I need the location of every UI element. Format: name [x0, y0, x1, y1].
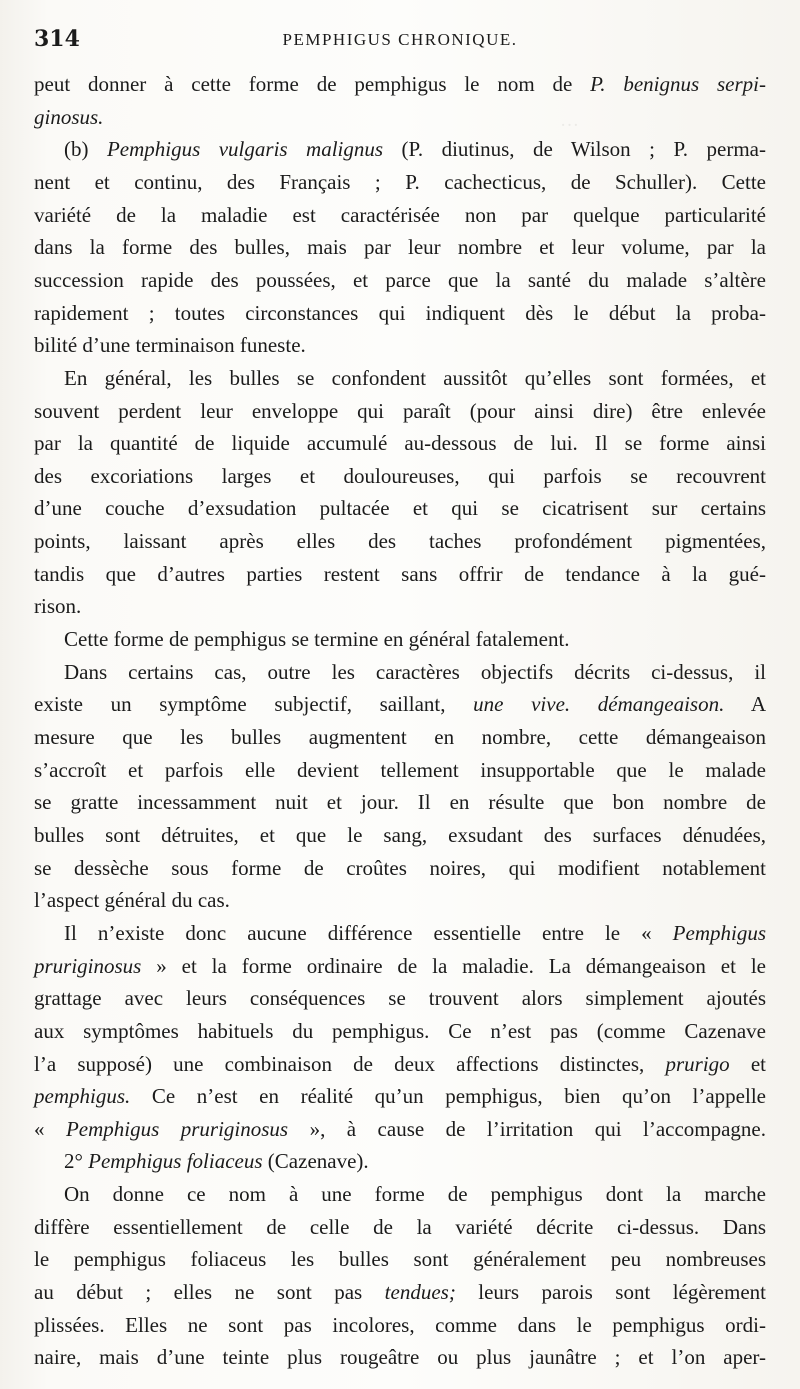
text-span: s’accroît et parfois elle devient tellement insupportable que le malade — [34, 757, 766, 782]
italic-text: P. benignus serpi- — [590, 72, 766, 96]
text-line — [34, 1309, 766, 1341]
text-line — [34, 754, 766, 786]
text-line — [34, 166, 766, 198]
text-span: aux symptômes habituels du pemphigus. Ce n’est pas (comme Cazenave — [34, 1018, 766, 1043]
text-line — [34, 884, 766, 916]
text-span: (b) — [64, 137, 107, 162]
text-line — [34, 558, 766, 590]
italic-text: Pemphigus pruriginosus — [65, 1116, 289, 1141]
text-span: par la quantité de liquide accumulé au-dessous de lui. Il se forme ainsi — [34, 431, 766, 456]
text-span: Ce n’est en réalité qu’un pemphigus, bien qu’on l’appelle — [130, 1084, 766, 1109]
text-span: se dessèche sous forme de croûtes noires, qui modifient notablement — [34, 855, 766, 880]
text-span: l’aspect général du cas. — [34, 888, 230, 913]
text-line — [64, 362, 766, 394]
text-line — [64, 656, 766, 688]
text-span: se gratte incessamment nuit et jour. Il en résulte que bon nombre de — [34, 790, 766, 815]
text-line — [34, 721, 766, 753]
text-line — [64, 1145, 766, 1177]
text-line — [34, 264, 766, 296]
text-line — [34, 427, 766, 459]
italic-text: pruriginosus — [34, 953, 142, 978]
text-line — [34, 819, 766, 851]
text-span: Cette forme de pemphigus se termine en général fatalement. — [64, 627, 570, 652]
text-span: nent et continu, des Français ; P. cachecticus, de Schuller). Cette — [34, 169, 766, 194]
text-line — [34, 199, 766, 231]
text-span: rapidement ; toutes circonstances qui indiquent dès le début la proba- — [34, 300, 766, 325]
text-span: variété de la maladie est caractérisée non par quelque particularité — [34, 202, 766, 227]
text-line — [34, 950, 766, 982]
text-line — [64, 1178, 766, 1210]
text-span: naire, mais d’une teinte plus rougeâtre ou plus jaunâtre ; et l’on aper- — [34, 1345, 766, 1370]
text-span: points, laissant après elles des taches profondément pigmentées, — [34, 529, 766, 554]
text-line — [64, 623, 766, 655]
italic-text: prurigo — [665, 1051, 730, 1076]
italic-text: Pemphigus vulgaris malignus — [106, 137, 384, 162]
text-span: succession rapide des poussées, et parce que la santé du malade s’altère — [34, 267, 766, 292]
text-span: mesure que les bulles augmentent en nombre, cette démangeaison — [34, 725, 766, 749]
show-through-text: … — [560, 110, 579, 131]
text-line — [34, 1080, 766, 1112]
text-span: », à cause de l’irritation qui l’accompagne. — [288, 1116, 767, 1141]
text-line — [34, 1211, 766, 1243]
text-line — [34, 231, 766, 263]
text-span: des excoriations larges et douloureuses, qui parfois se recouvrent — [34, 463, 766, 488]
text-span: leurs parois sont légèrement — [455, 1280, 766, 1305]
text-span: « — [34, 1116, 66, 1141]
text-line — [34, 297, 766, 329]
text-span: au début ; elles ne sont pas — [34, 1280, 385, 1305]
text-span: et — [729, 1051, 767, 1076]
text-span: » et la forme ordinaire de la maladie. La démangeaison et le — [141, 953, 766, 978]
italic-text: pemphigus. — [34, 1084, 131, 1109]
text-span: (P. diutinus, de Wilson ; P. perma- — [383, 137, 766, 162]
text-span: A — [724, 692, 767, 717]
page-number: 314 — [34, 26, 80, 52]
text-line — [34, 395, 766, 427]
text-line — [64, 917, 766, 949]
text-span: grattage avec leurs conséquences se trouvent alors simplement ajoutés — [34, 986, 766, 1011]
text-line — [34, 1015, 766, 1047]
text-span: (Cazenave). — [262, 1149, 369, 1174]
text-span: bulles sont détruites, et que le sang, exsudant des surfaces dénudées, — [34, 822, 766, 847]
text-line — [34, 1341, 766, 1373]
italic-text: Pemphigus foliaceus — [88, 1149, 263, 1174]
text-span: diffère essentiellement de celle de la variété décrite ci-dessus. Dans — [34, 1214, 766, 1239]
text-line — [34, 852, 766, 884]
text-span: tandis que d’autres parties restent sans offrir de tendance à la gué- — [34, 561, 766, 586]
italic-text: une vive. démangeaison. — [473, 692, 725, 717]
text-line — [34, 492, 766, 524]
text-span: rison. — [34, 594, 82, 619]
italic-text: ginosus. — [34, 104, 104, 129]
text-span: d’une couche d’exsudation pultacée et qui se cicatrisent sur certains — [34, 496, 766, 521]
text-span: 2° — [64, 1149, 89, 1174]
text-span: En général, les bulles se confondent aussitôt qu’elles sont formées, et — [64, 365, 766, 390]
text-line — [34, 68, 766, 100]
text-line — [34, 101, 766, 133]
text-line — [34, 786, 766, 818]
text-line — [34, 982, 766, 1014]
text-span: plissées. Elles ne sont pas incolores, comme dans le pemphigus ordi- — [34, 1312, 766, 1337]
text-span: peut donner à cette forme de pemphigus le nom de — [34, 72, 591, 96]
italic-text: Pemphigus — [672, 920, 766, 945]
text-span: existe un symptôme subjectif, saillant, — [34, 692, 474, 717]
text-span: bilité d’une terminaison funeste. — [34, 333, 306, 358]
text-line — [34, 1048, 766, 1080]
text-line — [34, 525, 766, 557]
text-span: Dans certains cas, outre les caractères objectifs décrits ci-dessus, il — [64, 659, 766, 684]
text-span: souvent perdent leur enveloppe qui paraît (pour ainsi dire) être enlevée — [34, 398, 766, 423]
text-line — [64, 133, 766, 165]
text-span: le pemphigus foliaceus les bulles sont généralement peu nombreuses — [34, 1247, 766, 1272]
text-line — [34, 1113, 766, 1145]
text-line — [34, 460, 766, 492]
text-line — [34, 688, 766, 720]
text-span: dans la forme des bulles, mais par leur nombre et leur volume, par la — [34, 235, 766, 260]
text-span: Il n’existe donc aucune différence essentielle entre le « — [64, 920, 673, 945]
text-span: l’a supposé) une combinaison de deux affections distinctes, — [34, 1051, 666, 1076]
text-span: On donne ce nom à une forme de pemphigus dont la marche — [64, 1182, 766, 1207]
italic-text: tendues; — [384, 1280, 456, 1305]
text-line — [34, 1276, 766, 1308]
text-line — [34, 329, 766, 361]
text-line — [34, 590, 766, 622]
text-line — [34, 1243, 766, 1275]
running-title: PEMPHIGUS CHRONIQUE. — [282, 30, 518, 49]
